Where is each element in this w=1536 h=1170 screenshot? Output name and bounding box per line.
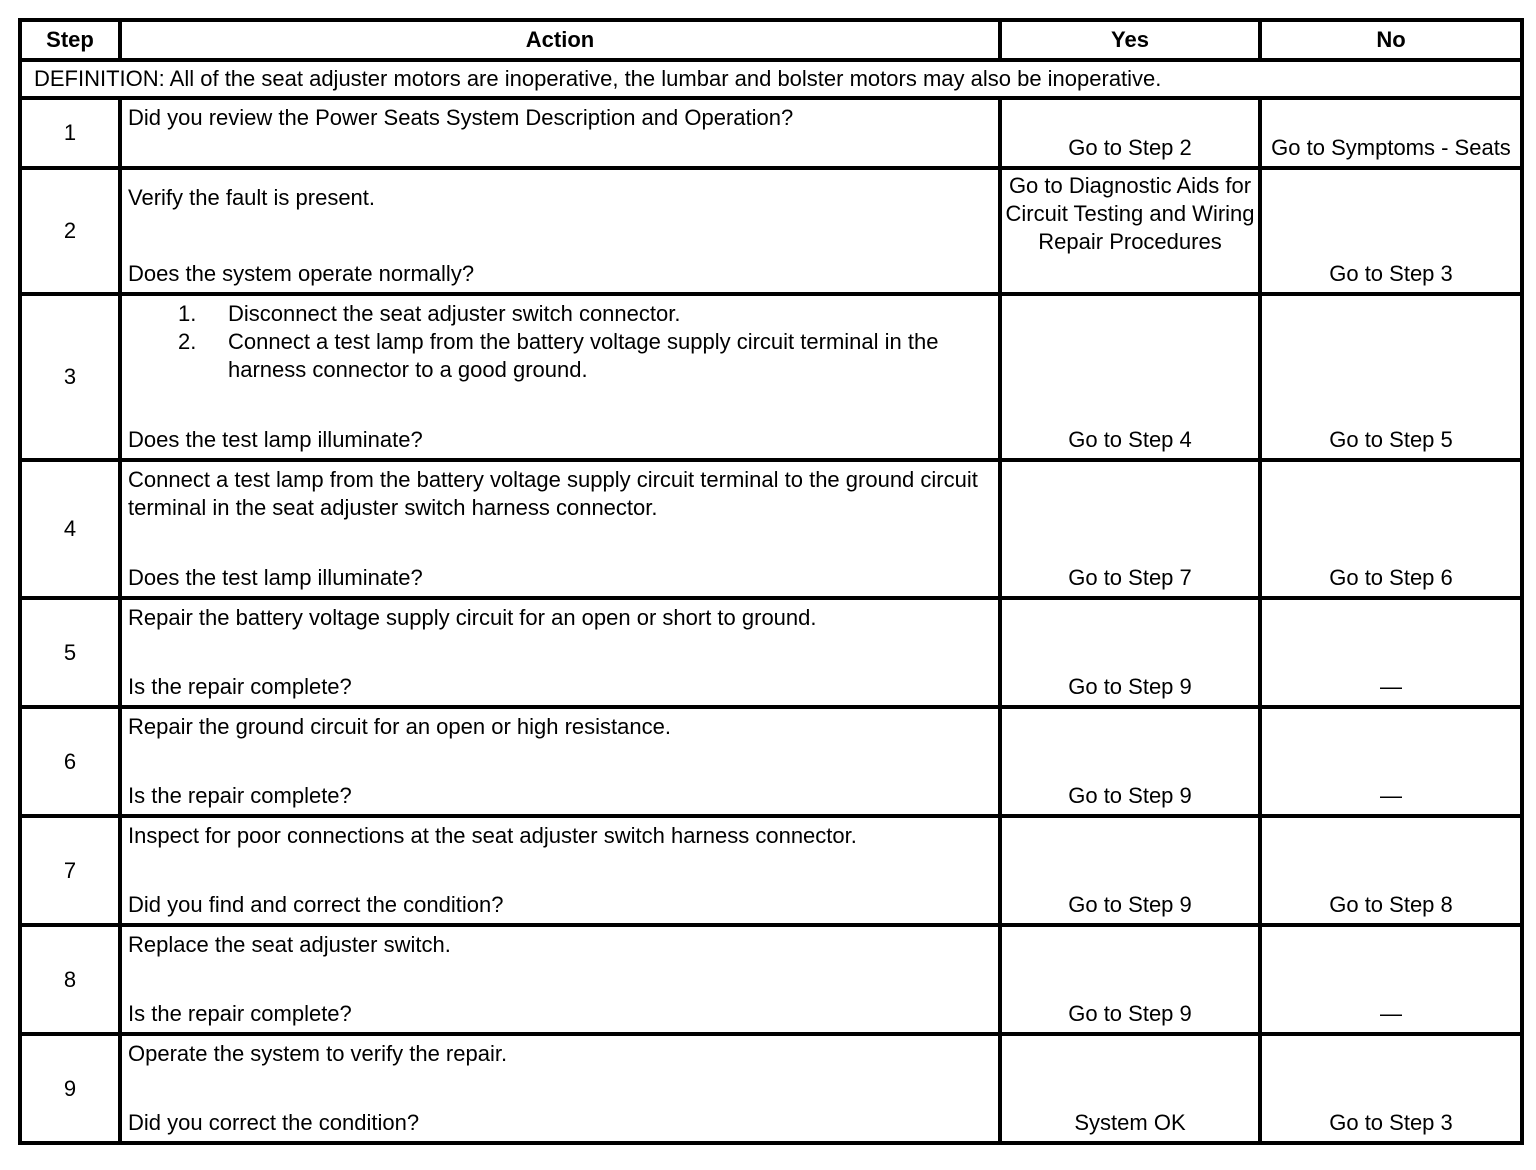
action-text: Operate the system to verify the repair. <box>128 1041 508 1066</box>
action-cell <box>120 168 1000 294</box>
no-result: — <box>1260 707 1522 816</box>
yes-result: Go to Step 9 <box>1000 816 1260 925</box>
action-text: Did you review the Power Seats System Description and Operation? <box>128 105 794 130</box>
no-result: — <box>1260 598 1522 707</box>
diagnostic-table <box>18 18 1524 1145</box>
step-number: 3 <box>20 294 120 460</box>
no-result: Go to Step 5 <box>1260 294 1522 460</box>
step-number: 8 <box>20 925 120 1034</box>
action-question: Does the test lamp illuminate? <box>128 565 423 590</box>
table-row <box>20 925 1522 1034</box>
action-question: Is the repair complete? <box>128 1001 352 1026</box>
action-cell <box>120 816 1000 925</box>
table-row <box>20 1034 1522 1143</box>
table-row <box>20 168 1522 294</box>
definition-text: DEFINITION: All of the seat adjuster motors are inoperative, the lumbar and bolster motors may also be inoperative. <box>20 60 1522 98</box>
no-result: — <box>1260 925 1522 1034</box>
table-row <box>20 98 1522 168</box>
header-no: No <box>1260 20 1522 60</box>
action-cell <box>120 98 1000 168</box>
table-row <box>20 460 1522 598</box>
table-row <box>20 816 1522 925</box>
action-cell <box>120 294 1000 460</box>
no-result: Go to Step 8 <box>1260 816 1522 925</box>
no-result: Go to Step 6 <box>1260 460 1522 598</box>
header-step: Step <box>20 20 120 60</box>
action-question: Does the test lamp illuminate? <box>128 427 423 452</box>
step-number: 6 <box>20 707 120 816</box>
table-row <box>20 707 1522 816</box>
action-text: Repair the battery voltage supply circuit for an open or short to ground. <box>128 605 817 630</box>
step-number: 4 <box>20 460 120 598</box>
action-question: Is the repair complete? <box>128 674 352 699</box>
action-question: Does the system operate normally? <box>128 261 475 286</box>
action-cell <box>120 460 1000 598</box>
step-number: 7 <box>20 816 120 925</box>
action-text: Connect a test lamp from the battery voltage supply circuit terminal to the ground circuit terminal in the seat adjuster switch harness connector. <box>128 467 978 520</box>
action-cell <box>120 1034 1000 1143</box>
no-result: Go to Symptoms - Seats <box>1260 98 1522 168</box>
action-text: Replace the seat adjuster switch. <box>128 932 451 957</box>
table-row <box>20 294 1522 460</box>
no-result: Go to Step 3 <box>1260 168 1522 294</box>
header-yes: Yes <box>1000 20 1260 60</box>
step-number: 2 <box>20 168 120 294</box>
action-text: Verify the fault is present. <box>128 185 376 210</box>
yes-result: Go to Step 2 <box>1000 98 1260 168</box>
yes-result: System OK <box>1000 1034 1260 1143</box>
action-steps-list <box>128 296 992 384</box>
action-cell <box>120 598 1000 707</box>
header-action: Action <box>120 20 1000 60</box>
action-cell <box>120 925 1000 1034</box>
yes-result: Go to Step 4 <box>1000 294 1260 460</box>
yes-result: Go to Diagnostic Aids for Circuit Testing and Wiring Repair Procedures <box>1000 168 1260 294</box>
action-question: Is the repair complete? <box>128 783 352 808</box>
action-text: Inspect for poor connections at the seat adjuster switch harness connector. <box>128 823 857 848</box>
step-number: 9 <box>20 1034 120 1143</box>
step-number: 1 <box>20 98 120 168</box>
list-item-number: 2. <box>178 329 197 354</box>
yes-result: Go to Step 7 <box>1000 460 1260 598</box>
no-result: Go to Step 3 <box>1260 1034 1522 1143</box>
header-row <box>20 20 1522 60</box>
action-cell <box>120 707 1000 816</box>
yes-result: Go to Step 9 <box>1000 925 1260 1034</box>
action-question: Did you correct the condition? <box>128 1110 420 1135</box>
table-row <box>20 598 1522 707</box>
list-item <box>128 300 992 328</box>
list-item-text: Connect a test lamp from the battery voltage supply circuit terminal in the harness connector to a good ground. <box>228 329 939 382</box>
definition-row <box>20 60 1522 98</box>
action-text: Repair the ground circuit for an open or high resistance. <box>128 714 671 739</box>
list-item-text: Disconnect the seat adjuster switch connector. <box>228 301 681 326</box>
list-item-number: 1. <box>178 301 197 326</box>
yes-result: Go to Step 9 <box>1000 598 1260 707</box>
step-number: 5 <box>20 598 120 707</box>
yes-result: Go to Step 9 <box>1000 707 1260 816</box>
action-question: Did you find and correct the condition? <box>128 892 504 917</box>
list-item <box>128 328 992 384</box>
